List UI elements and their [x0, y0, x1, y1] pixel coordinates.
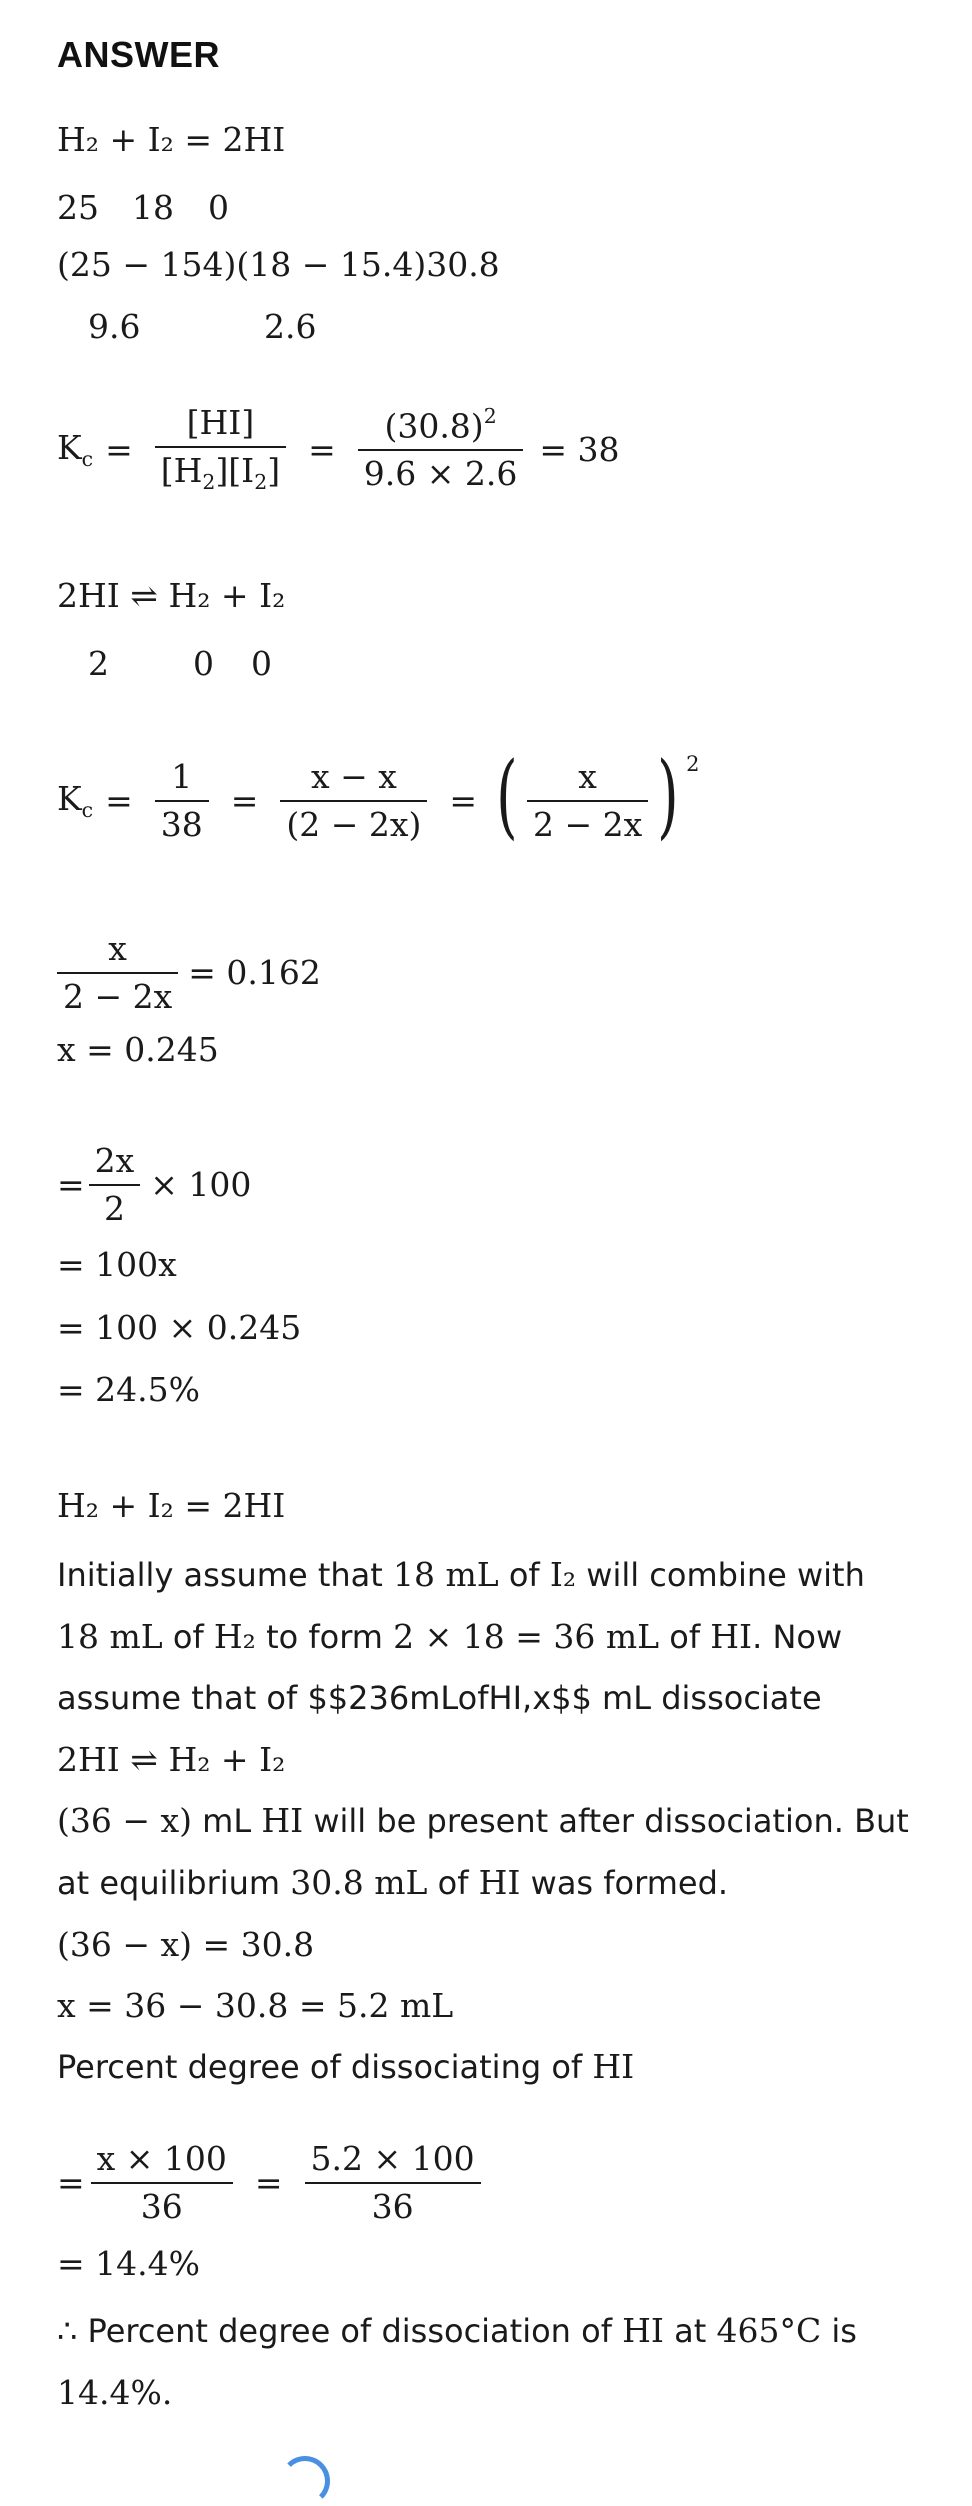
kc-expression-2: $K_c$ = $\frac{1}{38}$ = $\frac{x - x}{(2 - 2x)}$ = ( $\frac{x}{2 - 2x}$ ) 2 [57, 741, 700, 849]
x-value: x = 0.245 [57, 1030, 219, 1069]
ratio-equation: $\frac{x}{2 - 2x}$ = 0.162 [57, 930, 321, 1016]
conclusion-line-1: ∴ Percent degree of dissociation of HI at 465°C is [57, 2311, 857, 2350]
initial-i2: 0 [251, 644, 272, 683]
explanation-line-3: assume that of $$236mLofHI,x$$ mL dissociate [57, 1679, 822, 1717]
kc-concentration-fraction: $\frac{[HI]}{[H_2][I_2]}$ [155, 404, 286, 495]
percent-step-3: = 24.5% [57, 1370, 200, 1409]
initial-conc-1a: 25 [57, 188, 99, 227]
explanation-line-6: Percent degree of dissociating of HI [57, 2047, 635, 2086]
reaction-4: 2HI ⇌ H₂ + I₂ [57, 1740, 286, 1779]
percent-step-1: = 100x [57, 1245, 177, 1284]
kc-expression-1: $K_c$ = $\frac{[HI]}{[H_2][I_2]}$ = $\frac{(30.8)^2}{9.6 \times 2.6}$ = 38 [57, 403, 620, 495]
kc-value-fraction: $\frac{(30.8)^2}{9.6 \times 2.6}$ [358, 405, 524, 493]
initial-h2: 0 [193, 644, 214, 683]
equilibrium-i2: 2.6 [264, 307, 317, 346]
reaction-2: 2HI ⇌ H₂ + I₂ [57, 576, 286, 615]
explanation-line-1: Initially assume that 18 mL of I₂ will combine with [57, 1555, 865, 1594]
percent-step-2: = 100 × 0.245 [57, 1308, 302, 1347]
dissociation-fraction: = $\frac{x \times 100}{36}$ = $\frac{5.2 \times 100}{36}$ [57, 2140, 491, 2226]
kc-symbol-2: $K_c$ [57, 779, 94, 823]
equation-36-minus-x: (36 − x) = 30.8 [57, 1925, 315, 1964]
initial-hi: 2 [88, 644, 109, 683]
explanation-paragraph [57, 1544, 927, 2098]
initial-conc-1b: 18 [132, 188, 174, 227]
explanation-line-2: 18 mL of H₂ to form 2 × 18 = 36 mL of HI. Now [57, 1617, 843, 1656]
conclusion-line-2: 14.4%. [57, 2373, 173, 2412]
change-line: (25 − 154)(18 − 15.4)30.8 [57, 245, 500, 284]
loading-spinner-icon [280, 2456, 330, 2506]
equation-x-value: x = 36 − 30.8 = 5.2 mL [57, 1986, 454, 2025]
equilibrium-h2: 9.6 [88, 307, 141, 346]
explanation-line-4: (36 − x) mL HI will be present after dissociation. But [57, 1801, 909, 1840]
answer-heading: ANSWER [57, 34, 220, 75]
percent-expression: = $\frac{2x}{2}$ × 100 [57, 1141, 252, 1228]
conclusion-paragraph [57, 2300, 927, 2423]
explanation-line-5: at equilibrium 30.8 mL of HI was formed. [57, 1863, 729, 1902]
dissociation-result: = 14.4% [57, 2244, 200, 2283]
kc-symbol: $K_c$ [57, 427, 94, 471]
kc-result: = 38 [539, 429, 620, 469]
reaction-3: H₂ + I₂ = 2HI [57, 1486, 286, 1525]
reaction-1: H₂ + I₂ = 2HI [57, 120, 286, 159]
initial-conc-1c: 0 [208, 188, 229, 227]
